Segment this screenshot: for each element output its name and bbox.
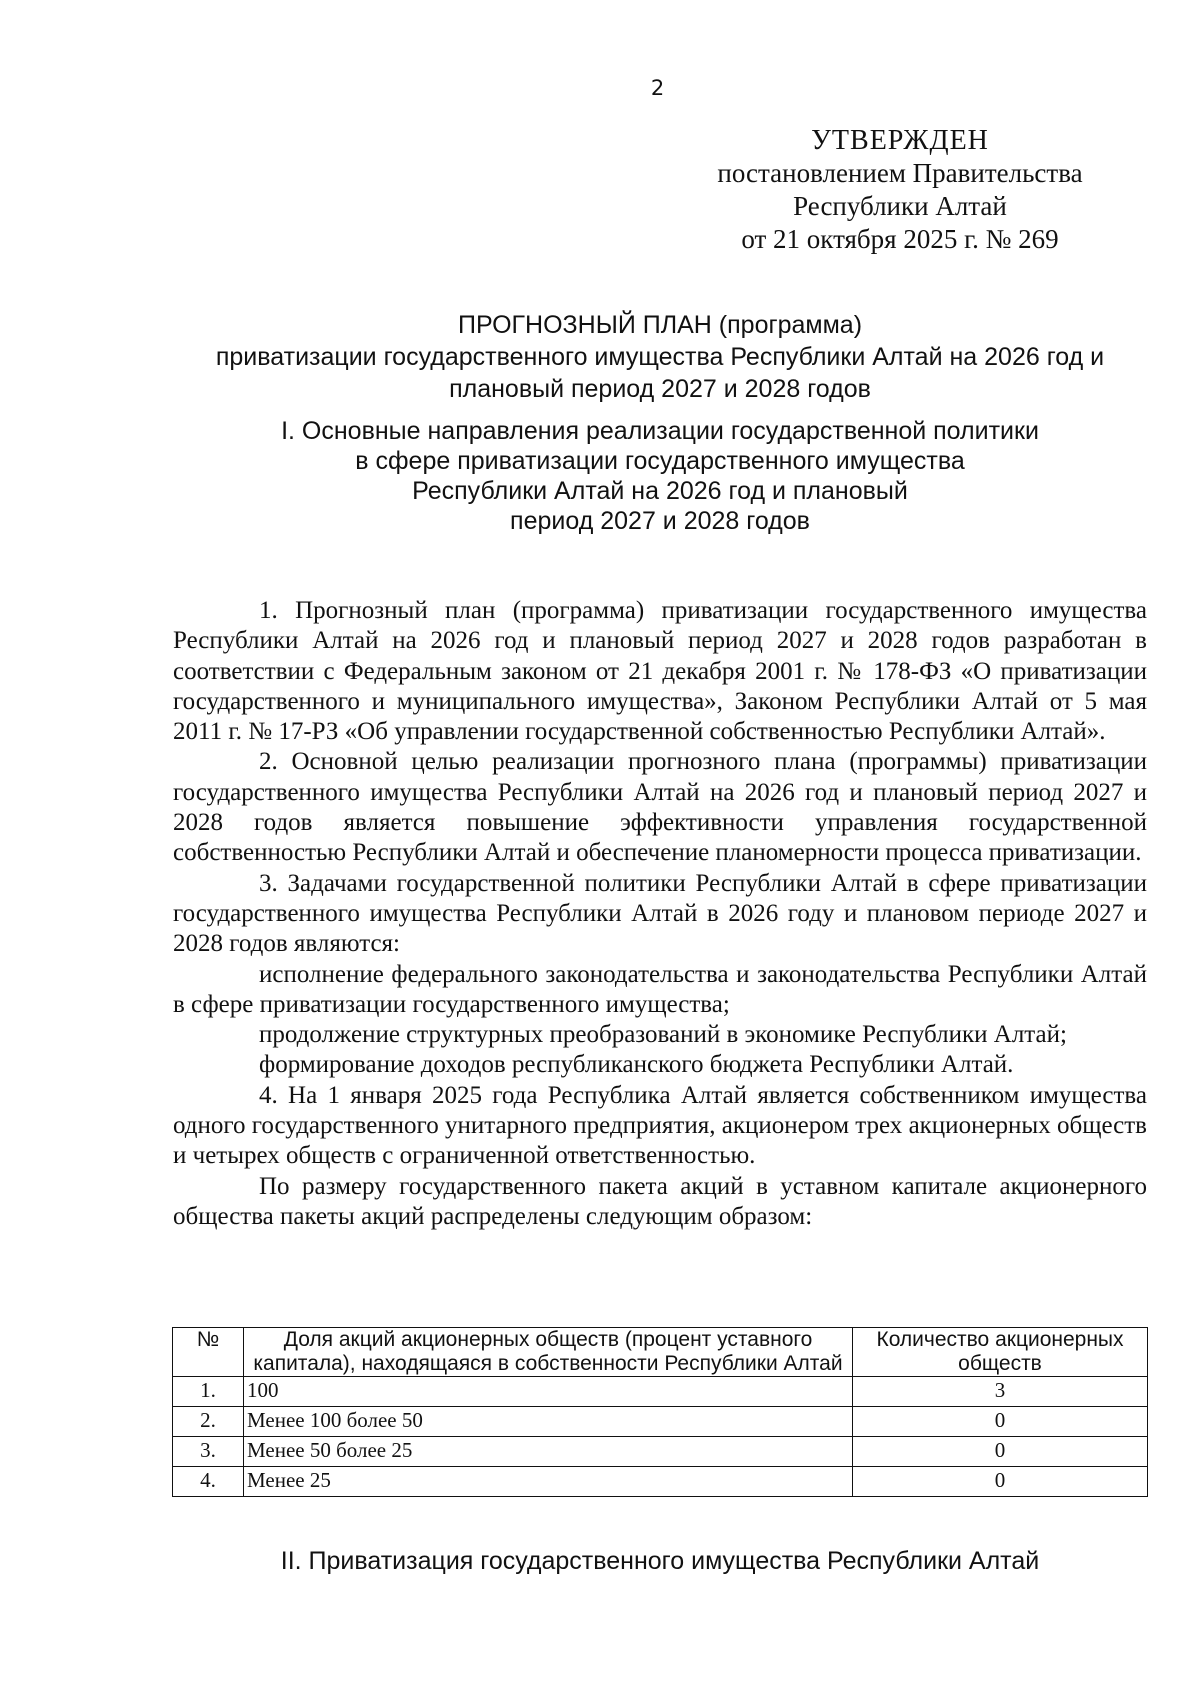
share-distribution-table xyxy=(172,1327,1148,1497)
approval-line-3: от 21 октября 2025 г. № 269 xyxy=(741,224,1059,254)
row-num: 1. xyxy=(173,1377,244,1407)
document-title-line-1: ПРОГНОЗНЫЙ ПЛАН (программа) xyxy=(457,311,863,339)
paragraph-4: 4. На 1 января 2025 года Республика Алтай является собственником имущества одного государственного унитарного предприятия, акционером трех акционерных обществ и четырех обществ с ограниченной ответственностью. xyxy=(173,1081,1147,1170)
header-num: № xyxy=(173,1328,244,1377)
row-count: 3 xyxy=(853,1377,1148,1407)
approval-line-2: Республики Алтай xyxy=(793,191,1007,221)
table-row xyxy=(173,1437,1148,1467)
section-1-heading xyxy=(173,416,1147,536)
row-num: 4. xyxy=(173,1467,244,1497)
table-row xyxy=(173,1407,1148,1437)
section-2-heading: II. Приватизация государственного имущества Республики Алтай xyxy=(280,1547,1040,1575)
paragraph-5: По размеру государственного пакета акций в уставном капитале акционерного общества пакеты акций распределены следующим образом: xyxy=(173,1172,1147,1230)
table-row xyxy=(173,1377,1148,1407)
document-title xyxy=(173,309,1147,405)
paragraph-2: 2. Основной целью реализации прогнозного плана (программы) приватизации государственного имущества Республики Алтай на 2026 год и плановый период 2027 и 2028 годов является повышение эффективности управления государственной собственностью Республики Алтай и обеспечение планомерности процесса приватизации. xyxy=(173,748,1147,867)
task-item-3: формирование доходов республиканского бюджета Республики Алтай. xyxy=(259,1051,1014,1079)
body-text xyxy=(173,596,1147,1232)
task-item-1: исполнение федерального законодательства и законодательства Республики Алтай в сфере приватизации государственного имущества; xyxy=(173,960,1147,1018)
approval-title: УТВЕРЖДЕН xyxy=(811,125,989,156)
section-1-heading-line-1: I. Основные направления реализации государственной политики xyxy=(281,417,1039,445)
row-count: 0 xyxy=(853,1407,1148,1437)
page-number: 2 xyxy=(650,76,665,100)
row-num: 2. xyxy=(173,1407,244,1437)
header-share: Доля акций акционерных обществ (процент уставного капитала), находящаяся в собственности Республики Алтай xyxy=(244,1328,853,1377)
paragraph-1: 1. Прогнозный план (программа) приватизации государственного имущества Республики Алтай на 2026 год и плановый период 2027 и 2028 годов разработан в соответствии с Федеральным законом от 21 декабря 2001 г. № 178-ФЗ «О приватизации государственного и муниципального имущества», Законом Республики Алтай от 5 мая 2011 г. № 17-РЗ «Об управлении государственной собственностью Республики Алтай». xyxy=(173,597,1147,746)
row-count: 0 xyxy=(853,1437,1148,1467)
approval-stamp xyxy=(700,124,1100,256)
row-share: Менее 25 xyxy=(244,1467,853,1497)
approval-line-1: постановлением Правительства xyxy=(717,158,1083,188)
document-title-line-3: плановый период 2027 и 2028 годов xyxy=(449,375,871,403)
header-count: Количество акционерных обществ xyxy=(853,1328,1148,1377)
task-item-2: продолжение структурных преобразований в экономике Республики Алтай; xyxy=(259,1021,1067,1049)
row-count: 0 xyxy=(853,1467,1148,1497)
row-share: 100 xyxy=(244,1377,853,1407)
table-row xyxy=(173,1467,1148,1497)
row-share: Менее 50 более 25 xyxy=(244,1437,853,1467)
section-1-heading-line-3: Республики Алтай на 2026 год и плановый xyxy=(412,477,908,505)
paragraph-3: 3. Задачами государственной политики Республики Алтай в сфере приватизации государственного имущества Республики Алтай в 2026 году и плановом периоде 2027 и 2028 годов являются: xyxy=(173,869,1147,958)
row-num: 3. xyxy=(173,1437,244,1467)
document-title-line-2: приватизации государственного имущества Республики Алтай на 2026 год и xyxy=(215,343,1105,371)
row-share: Менее 100 более 50 xyxy=(244,1407,853,1437)
table-header-row xyxy=(173,1328,1148,1377)
section-1-heading-line-4: период 2027 и 2028 годов xyxy=(510,507,810,535)
section-1-heading-line-2: в сфере приватизации государственного имущества xyxy=(355,447,965,475)
